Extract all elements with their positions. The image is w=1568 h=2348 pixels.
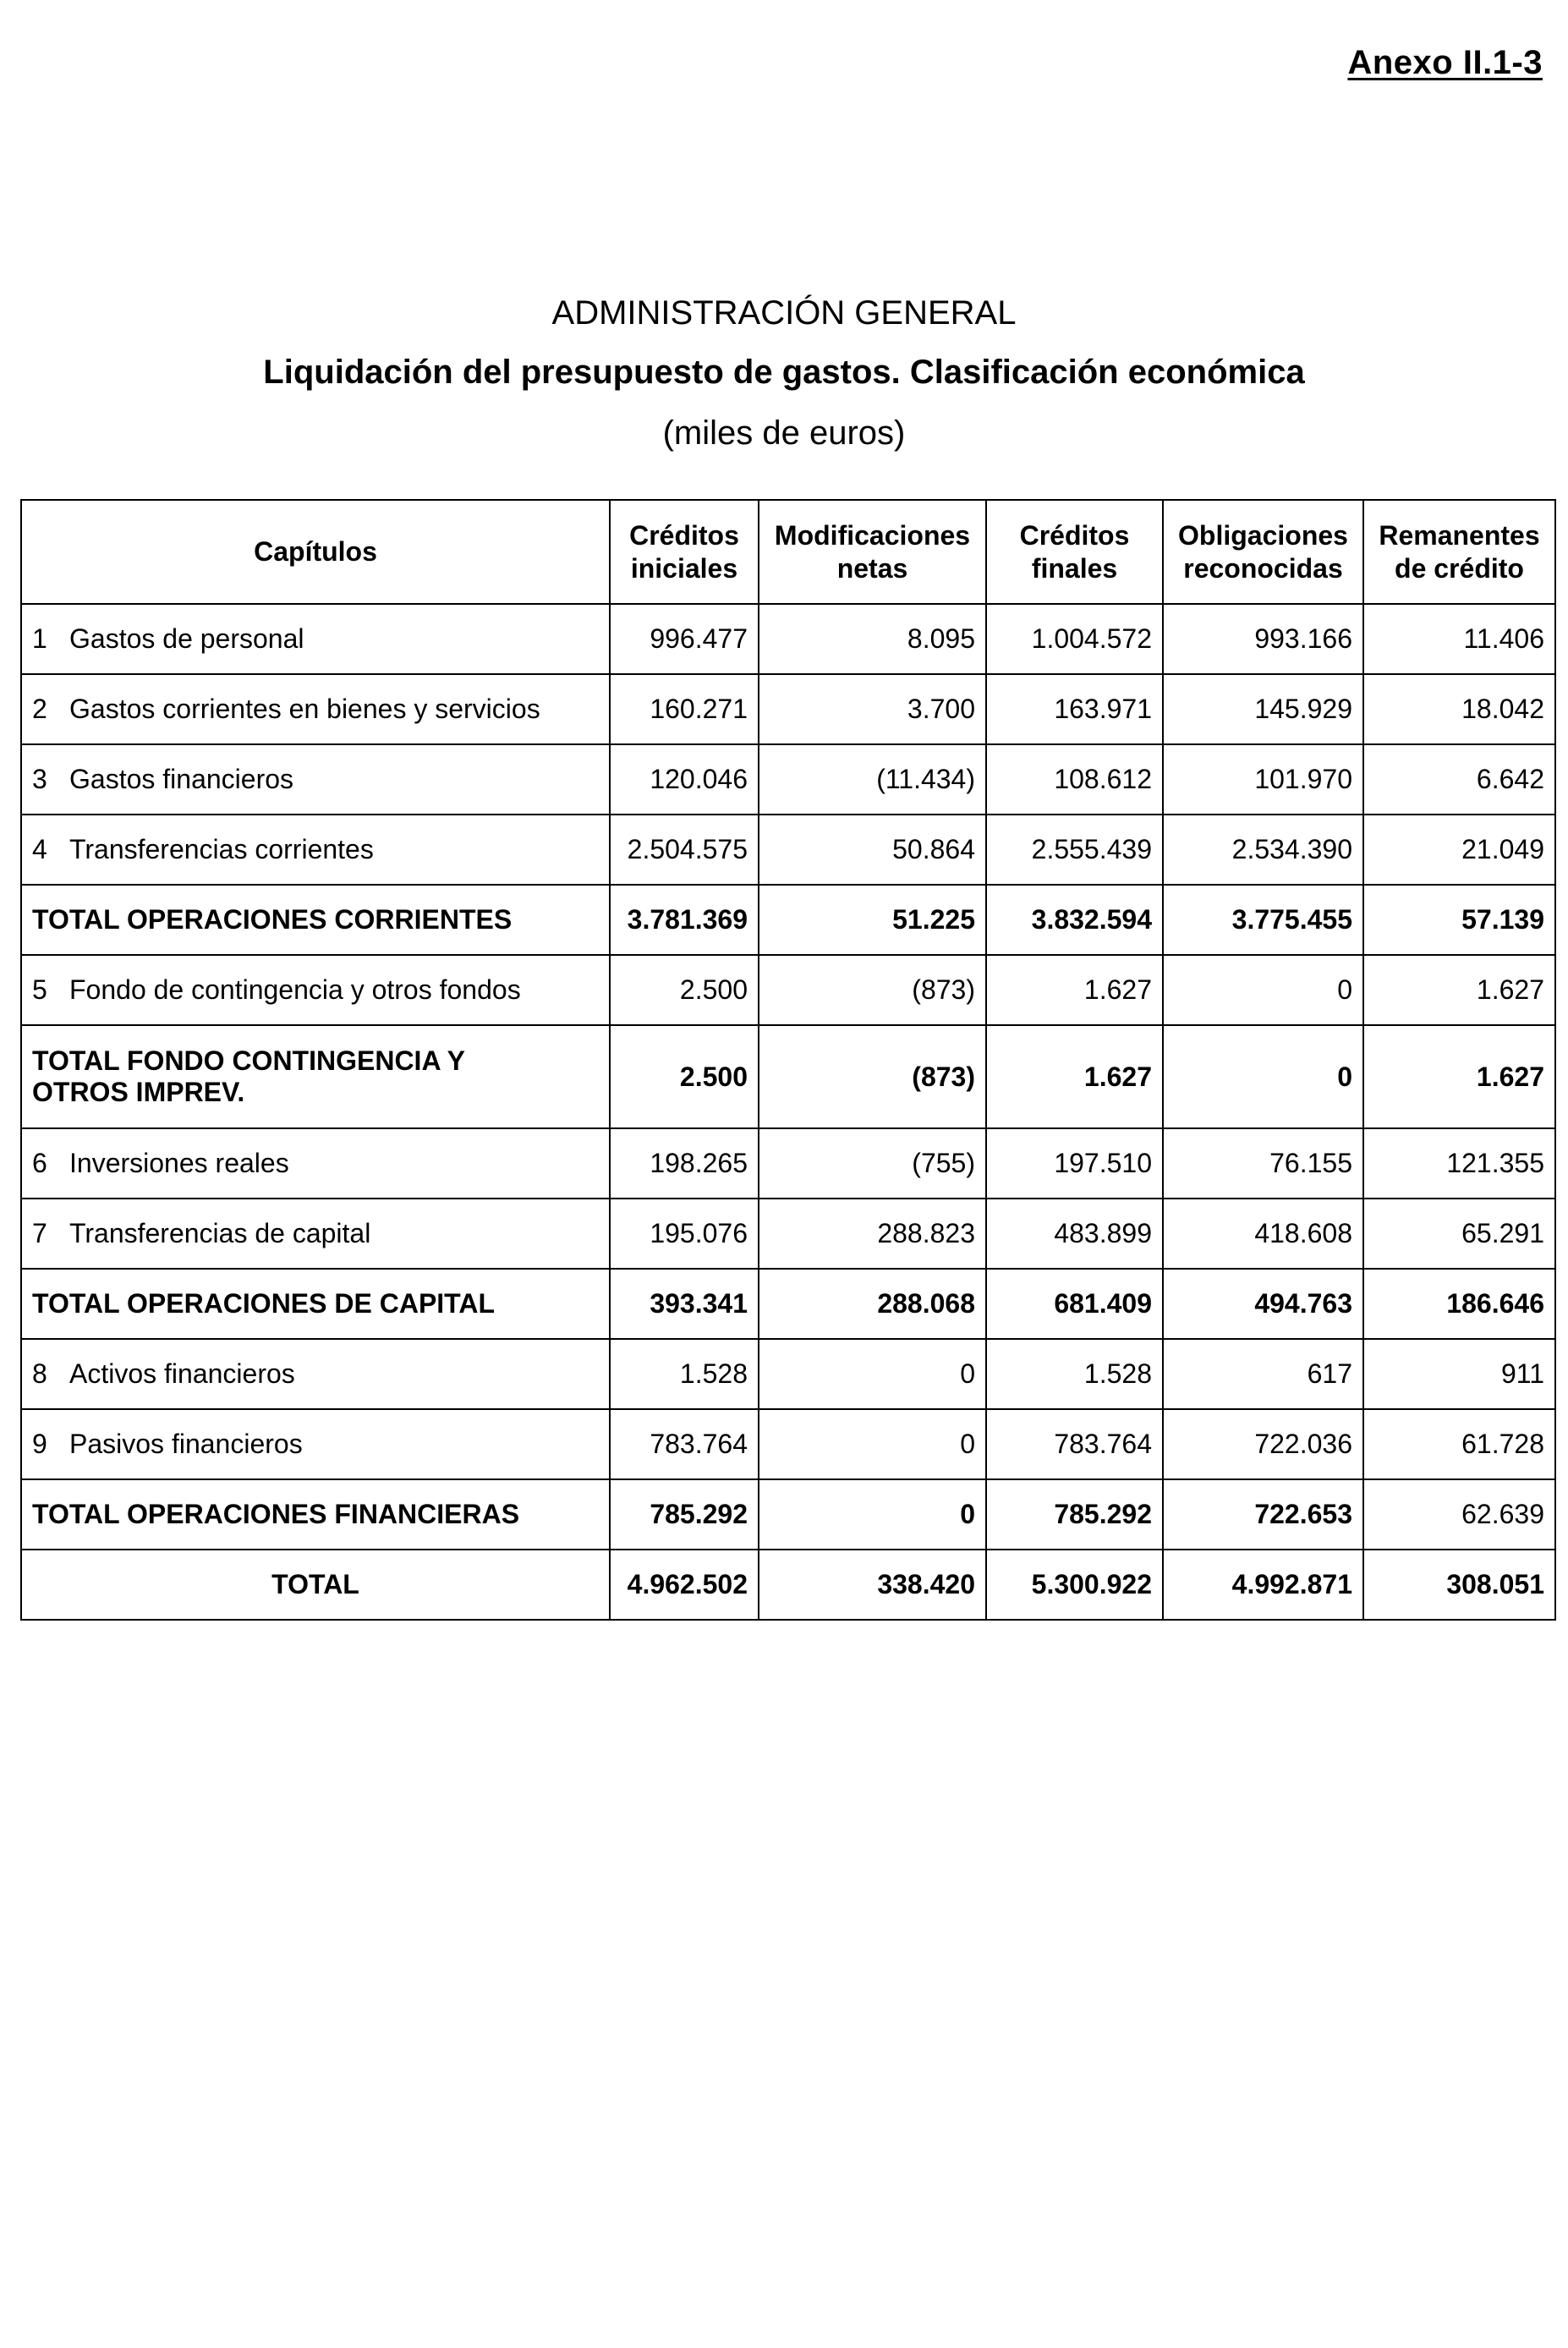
row-label: 2 Gastos corrientes en bienes y servicios (21, 674, 610, 744)
cell-creditos-finales: 1.627 (986, 955, 1163, 1025)
table-row-total (21, 885, 1555, 955)
cell-creditos-finales: 163.971 (986, 674, 1163, 744)
row-label: 1 Gastos de personal (21, 604, 610, 674)
row-label: TOTAL (21, 1550, 610, 1620)
cell-remanentes: 61.728 (1363, 1409, 1555, 1479)
cell-remanentes: 1.627 (1363, 1025, 1555, 1128)
cell-remanentes: 911 (1363, 1339, 1555, 1409)
table-header-row (21, 500, 1555, 604)
row-label: TOTAL OPERACIONES FINANCIERAS (21, 1479, 610, 1550)
row-label: 7 Transferencias de capital (21, 1199, 610, 1269)
row-label: 9 Pasivos financieros (21, 1409, 610, 1479)
table-row (21, 1128, 1555, 1199)
table-row-total (21, 1479, 1555, 1550)
cell-modificaciones: 288.068 (759, 1269, 986, 1339)
table-row (21, 674, 1555, 744)
cell-modificaciones: 288.823 (759, 1199, 986, 1269)
cell-creditos-finales: 1.004.572 (986, 604, 1163, 674)
cell-modificaciones: (873) (759, 1025, 986, 1128)
cell-creditos-iniciales: 783.764 (610, 1409, 759, 1479)
document-units: (miles de euros) (662, 414, 906, 452)
cell-modificaciones: 8.095 (759, 604, 986, 674)
cell-remanentes: 308.051 (1363, 1550, 1555, 1620)
cell-creditos-finales: 1.528 (986, 1339, 1163, 1409)
cell-obligaciones: 993.166 (1163, 604, 1363, 674)
table-row (21, 815, 1555, 885)
header-creditos-iniciales: Créditos iniciales (610, 500, 759, 604)
cell-creditos-iniciales: 3.781.369 (610, 885, 759, 955)
table-row (21, 604, 1555, 674)
cell-creditos-iniciales: 2.504.575 (610, 815, 759, 885)
cell-obligaciones: 617 (1163, 1339, 1363, 1409)
cell-obligaciones: 3.775.455 (1163, 885, 1363, 955)
cell-creditos-finales: 5.300.922 (986, 1550, 1163, 1620)
table-row (21, 1199, 1555, 1269)
header-remanentes-credito: Remanentes de crédito (1363, 500, 1555, 604)
cell-obligaciones: 101.970 (1163, 744, 1363, 815)
row-label: 6 Inversiones reales (21, 1128, 610, 1199)
cell-modificaciones: (11.434) (759, 744, 986, 815)
cell-creditos-iniciales: 2.500 (610, 955, 759, 1025)
table-row (21, 744, 1555, 815)
cell-modificaciones: 50.864 (759, 815, 986, 885)
document-subtitle: Liquidación del presupuesto de gastos. Clasificación económica (263, 354, 1305, 391)
document-title: ADMINISTRACIÓN GENERAL (551, 294, 1017, 332)
row-label: 3 Gastos financieros (21, 744, 610, 815)
cell-obligaciones: 0 (1163, 955, 1363, 1025)
cell-obligaciones: 722.653 (1163, 1479, 1363, 1550)
cell-remanentes: 18.042 (1363, 674, 1555, 744)
cell-creditos-finales: 483.899 (986, 1199, 1163, 1269)
table-row (21, 1409, 1555, 1479)
cell-obligaciones: 418.608 (1163, 1199, 1363, 1269)
header-capitulos: Capítulos (21, 500, 610, 604)
cell-remanentes: 21.049 (1363, 815, 1555, 885)
cell-creditos-iniciales: 996.477 (610, 604, 759, 674)
cell-obligaciones: 145.929 (1163, 674, 1363, 744)
table-row (21, 1339, 1555, 1409)
cell-obligaciones: 2.534.390 (1163, 815, 1363, 885)
cell-remanentes: 11.406 (1363, 604, 1555, 674)
cell-creditos-finales: 108.612 (986, 744, 1163, 815)
row-label: 8 Activos financieros (21, 1339, 610, 1409)
header-creditos-finales: Créditos finales (986, 500, 1163, 604)
annex-reference: Anexo II.1-3 (1347, 44, 1543, 81)
table-row-total (21, 1025, 1555, 1128)
cell-remanentes: 186.646 (1363, 1269, 1555, 1339)
cell-modificaciones: 0 (759, 1409, 986, 1479)
cell-remanentes: 62.639 (1363, 1479, 1555, 1550)
row-label: 5 Fondo de contingencia y otros fondos (21, 955, 610, 1025)
cell-creditos-finales: 785.292 (986, 1479, 1163, 1550)
cell-creditos-iniciales: 160.271 (610, 674, 759, 744)
cell-obligaciones: 76.155 (1163, 1128, 1363, 1199)
cell-modificaciones: (873) (759, 955, 986, 1025)
cell-modificaciones: (755) (759, 1128, 986, 1199)
cell-modificaciones: 3.700 (759, 674, 986, 744)
table-row-total (21, 1269, 1555, 1339)
cell-remanentes: 65.291 (1363, 1199, 1555, 1269)
cell-obligaciones: 722.036 (1163, 1409, 1363, 1479)
cell-creditos-finales: 3.832.594 (986, 885, 1163, 955)
cell-modificaciones: 51.225 (759, 885, 986, 955)
cell-remanentes: 6.642 (1363, 744, 1555, 815)
cell-creditos-finales: 197.510 (986, 1128, 1163, 1199)
cell-modificaciones: 0 (759, 1339, 986, 1409)
cell-creditos-iniciales: 2.500 (610, 1025, 759, 1128)
cell-remanentes: 121.355 (1363, 1128, 1555, 1199)
cell-creditos-iniciales: 195.076 (610, 1199, 759, 1269)
table-row-grand-total (21, 1550, 1555, 1620)
cell-remanentes: 1.627 (1363, 955, 1555, 1025)
cell-obligaciones: 494.763 (1163, 1269, 1363, 1339)
cell-creditos-iniciales: 4.962.502 (610, 1550, 759, 1620)
row-label: 4 Transferencias corrientes (21, 815, 610, 885)
cell-modificaciones: 0 (759, 1479, 986, 1550)
cell-creditos-iniciales: 120.046 (610, 744, 759, 815)
cell-creditos-iniciales: 393.341 (610, 1269, 759, 1339)
table-row (21, 955, 1555, 1025)
cell-modificaciones: 338.420 (759, 1550, 986, 1620)
cell-creditos-iniciales: 198.265 (610, 1128, 759, 1199)
cell-creditos-finales: 681.409 (986, 1269, 1163, 1339)
cell-creditos-finales: 783.764 (986, 1409, 1163, 1479)
row-label: TOTAL OPERACIONES CORRIENTES (21, 885, 610, 955)
header-modificaciones-netas: Modificaciones netas (759, 500, 986, 604)
row-label: TOTAL FONDO CONTINGENCIA Y OTROS IMPREV. (21, 1025, 610, 1128)
cell-remanentes: 57.139 (1363, 885, 1555, 955)
row-label: TOTAL OPERACIONES DE CAPITAL (21, 1269, 610, 1339)
cell-creditos-finales: 1.627 (986, 1025, 1163, 1128)
cell-creditos-iniciales: 1.528 (610, 1339, 759, 1409)
cell-obligaciones: 0 (1163, 1025, 1363, 1128)
cell-creditos-finales: 2.555.439 (986, 815, 1163, 885)
cell-obligaciones: 4.992.871 (1163, 1550, 1363, 1620)
budget-table (20, 499, 1556, 1621)
header-obligaciones-reconocidas: Obligaciones reconocidas (1163, 500, 1363, 604)
cell-creditos-iniciales: 785.292 (610, 1479, 759, 1550)
